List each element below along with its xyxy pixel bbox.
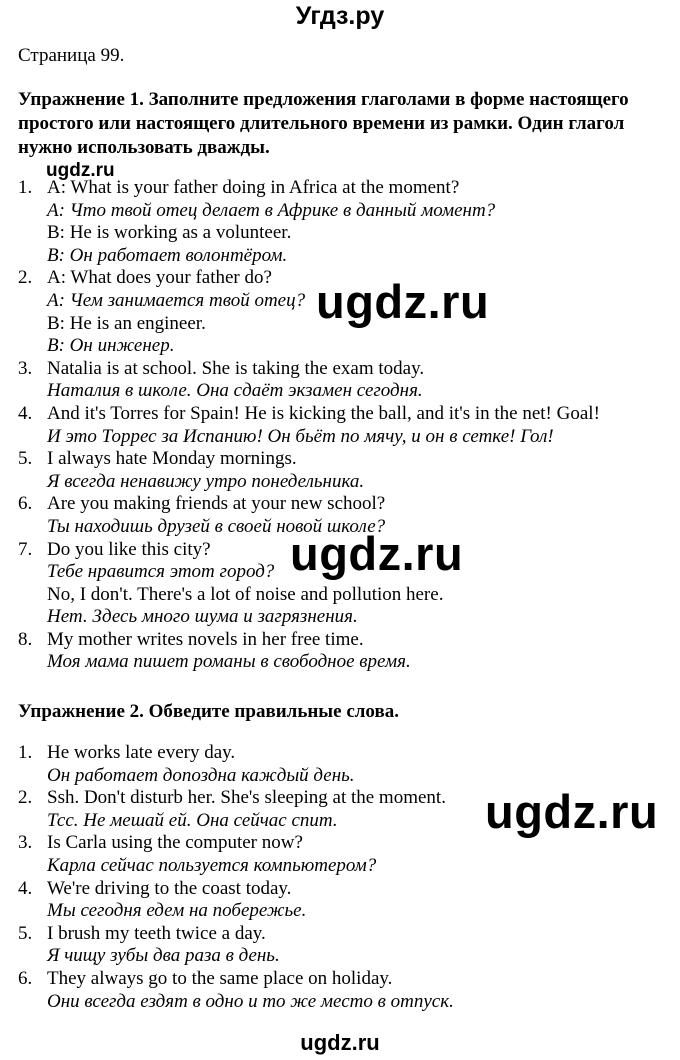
page-label: Страница 99. (18, 45, 125, 66)
sentence-line: I brush my teeth twice a day. (47, 922, 266, 944)
exercise-2-list (18, 742, 454, 1013)
item-number: 2. (18, 267, 33, 289)
translation-line: Наталия в школе. Она сдаёт экзамен сегодня. (47, 380, 423, 402)
translation-line: И это Торрес за Испанию! Он бьёт по мячу, и он в сетке! Гол! (47, 425, 554, 447)
sentence-line: And it's Torres for Spain! He is kicking the ball, and it's in the net! Goal! (47, 402, 600, 424)
sentence-line: I always hate Monday mornings. (47, 448, 297, 470)
list-item (18, 629, 600, 674)
item-number: 2. (18, 787, 33, 809)
list-item (18, 878, 454, 923)
watermark: ugdz.ru (290, 527, 464, 580)
sentence-line: Do you like this city? (47, 538, 211, 560)
list-item (18, 267, 600, 357)
translation-line: Он работает допоздна каждый день. (47, 764, 355, 786)
sentence-line: A: What is your father doing in Africa at the moment? (47, 177, 460, 198)
translation-line: В: Он инженер. (47, 335, 175, 357)
translation-line: Ты находишь друзей в своей новой школе? (47, 515, 386, 537)
sentence-line: A: What does your father do? (47, 267, 272, 289)
translation-line: Я чищу зубы два раза в день. (47, 945, 280, 967)
list-item (18, 832, 454, 877)
item-number: 1. (18, 742, 33, 763)
watermark: ugdz.ru (316, 275, 490, 328)
translation-line: Нет. Здесь много шума и загрязнения. (47, 606, 358, 628)
item-number: 3. (18, 357, 33, 379)
exercise-1-list (18, 177, 600, 674)
site-title: Угдз.ру (295, 2, 385, 30)
translation-line: А: Что твой отец делает в Африке в данный момент? (47, 199, 496, 221)
item-number: 5. (18, 922, 33, 944)
item-number: 4. (18, 402, 33, 424)
item-number: 4. (18, 877, 33, 899)
sentence-line: No, I don't. There's a lot of noise and pollution here. (47, 583, 444, 605)
list-item (18, 403, 600, 448)
sentence-line: B: He is an engineer. (47, 312, 206, 334)
item-number: 6. (18, 493, 33, 515)
item-number: 5. (18, 448, 33, 470)
item-number: 8. (18, 628, 33, 650)
list-item (18, 742, 454, 787)
translation-line: Тебе нравится этот город? (47, 561, 275, 583)
item-number: 6. (18, 967, 33, 989)
translation-line: Моя мама пишет романы в свободное время. (47, 651, 411, 673)
watermark: ugdz.ru (485, 785, 659, 838)
list-item (18, 448, 600, 493)
translation-line: Они всегда ездят в одно и то же место в отпуск. (47, 990, 454, 1012)
translation-line: Тсс. Не мешай ей. Она сейчас спит. (47, 809, 338, 831)
list-item (18, 787, 454, 832)
sentence-line: We're driving to the coast today. (47, 877, 292, 899)
watermark-small: ugdz.ru (46, 160, 115, 181)
sentence-line: Are you making friends at your new school? (47, 493, 386, 515)
translation-line: А: Чем занимается твой отец? (47, 289, 306, 311)
sentence-line: Is Carla using the computer now? (47, 832, 303, 854)
list-item (18, 358, 600, 403)
item-number: 3. (18, 832, 33, 854)
exercise-1-heading: Упражнение 1. Заполните предложения глаголами в форме настоящего простого или настоящего длительного времени из рамки. Один глагол нужно использовать дважды. (18, 89, 629, 158)
item-number: 7. (18, 538, 33, 560)
sentence-line: Ssh. Don't disturb her. She's sleeping at the moment. (47, 787, 446, 809)
sentence-line: My mother writes novels in her free time. (47, 628, 364, 650)
item-number: 1. (18, 177, 33, 198)
exercise-2-heading: Упражнение 2. Обведите правильные слова. (18, 701, 399, 722)
sentence-line: He works late every day. (47, 742, 236, 763)
list-item (18, 923, 454, 968)
list-item (18, 177, 600, 267)
translation-line: Мы сегодня едем на побережье. (47, 900, 307, 922)
sentence-line: Natalia is at school. She is taking the exam today. (47, 357, 425, 379)
watermark-footer: ugdz.ru (300, 1030, 380, 1055)
translation-line: Карла сейчас пользуется компьютером? (47, 854, 377, 876)
translation-line: В: Он работает волонтёром. (47, 244, 288, 266)
translation-line: Я всегда ненавижу утро понедельника. (47, 470, 365, 492)
sentence-line: They always go to the same place on holiday. (47, 967, 393, 989)
sentence-line: B: He is working as a volunteer. (47, 222, 292, 244)
list-item (18, 968, 454, 1013)
